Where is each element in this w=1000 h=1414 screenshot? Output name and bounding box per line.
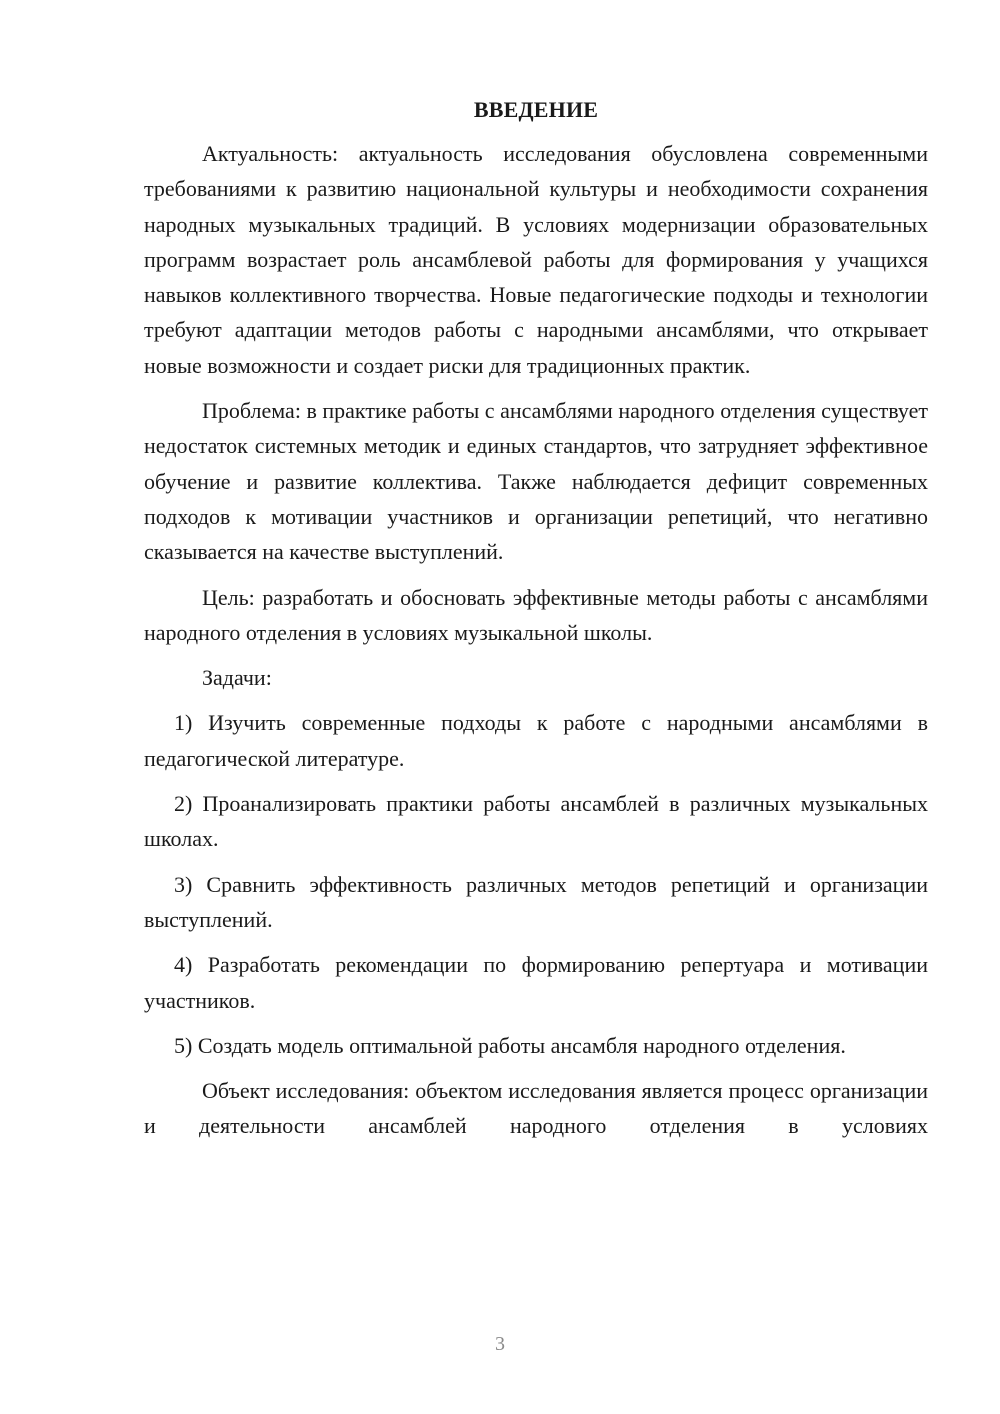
task-item-4: 4) Разработать рекомендации по формированию репертуара и мотивации участников.: [144, 952, 928, 1013]
page-number: 3: [495, 1333, 505, 1355]
task-item-5: 5) Создать модель оптимальной работы ансамбля народного отделения.: [174, 1032, 846, 1058]
page-content: [144, 92, 928, 1154]
goal-paragraph: Цель: разработать и обосновать эффективные методы работы с ансамблями народного отделения в условиях музыкальной школы.: [144, 584, 928, 645]
task-item-3: 3) Сравнить эффективность различных методов репетиций и организации выступлений.: [144, 871, 928, 932]
section-title: ВВЕДЕНИЕ: [473, 97, 599, 122]
relevance-paragraph: Актуальность: актуальность исследования обусловлена современными требованиями к развитию национальной культуры и необходимости сохранения народных музыкальных традиций. В условиях модернизации образовательных программ возрастает роль ансамблевой работы для формирования у учащихся навыков коллективного творчества. Новые педагогические подходы и технологии требуют адаптации методов работы с народными ансамблями, что открывает новые возможности и создает риски для традиционных практик.: [144, 141, 928, 378]
task-item-2: 2) Проанализировать практики работы ансамблей в различных музыкальных школах.: [144, 791, 928, 852]
tasks-heading: Задачи:: [202, 665, 272, 691]
object-paragraph: Объект исследования: объектом исследования является процесс организации и деятельности ансамблей народного отделения в условиях: [144, 1078, 928, 1139]
task-item-1: 1) Изучить современные подходы к работе с народными ансамблями в педагогической литературе.: [144, 710, 928, 771]
problem-paragraph: Проблема: в практике работы с ансамблями народного отделения существует недостаток системных методик и единых стандартов, что затрудняет эффективное обучение и развитие коллектива. Также наблюдается дефицит современных подходов к мотивации участников и организации репетиций, что негативно сказывается на качестве выступлений.: [144, 398, 928, 565]
